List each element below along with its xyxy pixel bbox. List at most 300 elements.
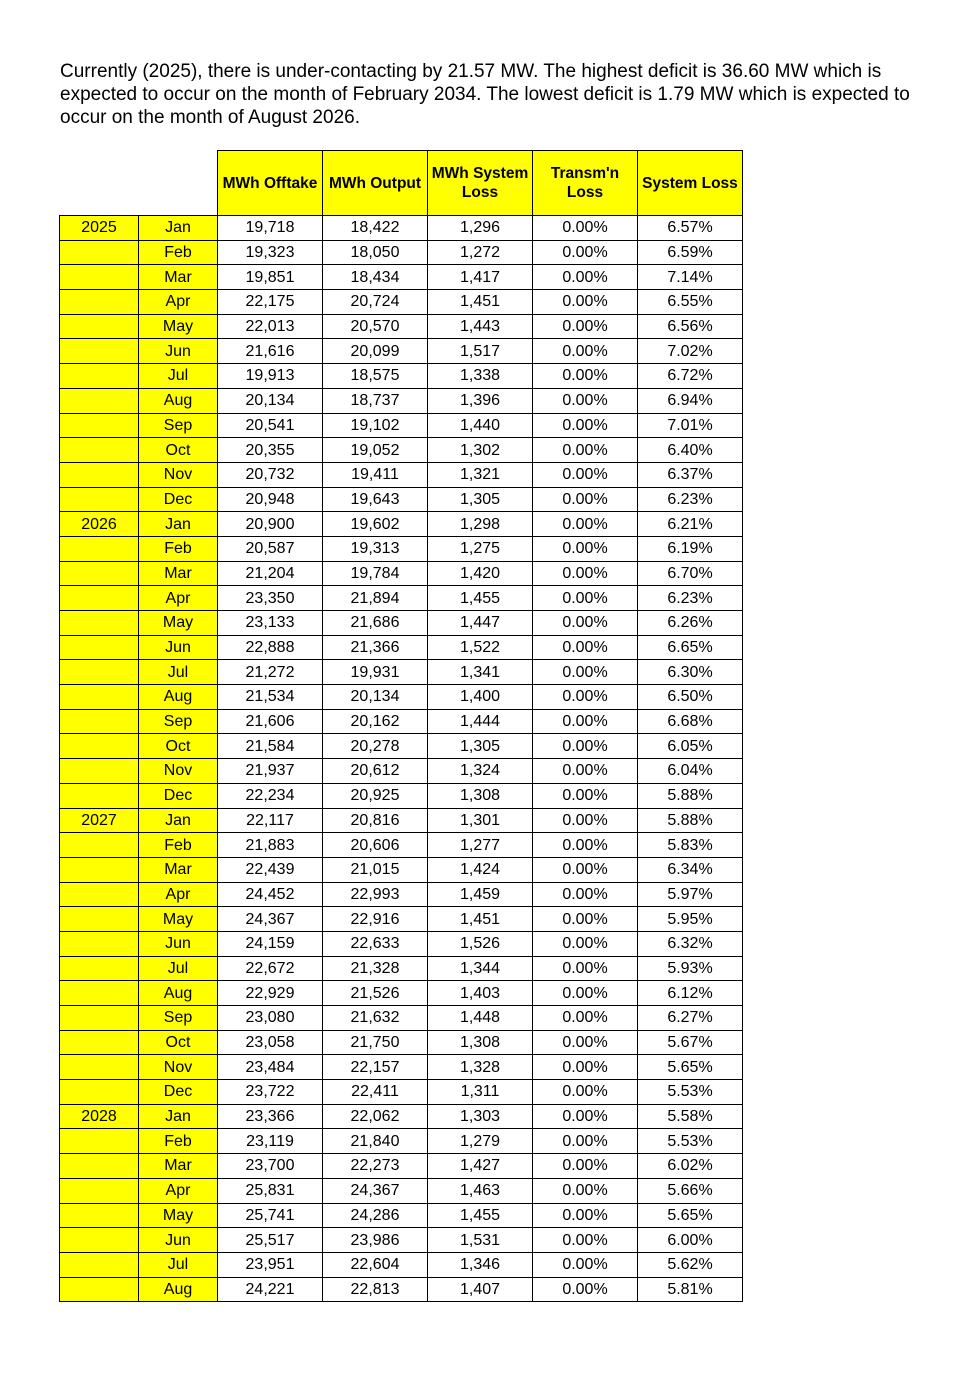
offtake-cell: 20,355 (218, 438, 323, 463)
month-cell: Jul (139, 956, 218, 981)
year-cell (60, 931, 139, 956)
table-row (60, 931, 743, 956)
table-row (60, 759, 743, 784)
year-cell (60, 1055, 139, 1080)
system-loss-pct-cell: 6.65% (638, 635, 743, 660)
year-cell (60, 635, 139, 660)
system-loss-mwh-cell: 1,301 (428, 808, 533, 833)
output-cell: 22,157 (323, 1055, 428, 1080)
table-row (60, 857, 743, 882)
transmission-loss-cell: 0.00% (533, 1228, 638, 1253)
month-cell: Dec (139, 1080, 218, 1105)
year-cell (60, 1030, 139, 1055)
table-row (60, 709, 743, 734)
system-loss-pct-cell: 6.12% (638, 981, 743, 1006)
offtake-cell: 22,234 (218, 783, 323, 808)
offtake-cell: 23,484 (218, 1055, 323, 1080)
month-cell: Mar (139, 1154, 218, 1179)
transmission-loss-cell: 0.00% (533, 462, 638, 487)
table-row (60, 1055, 743, 1080)
system-loss-mwh-cell: 1,296 (428, 216, 533, 241)
month-cell: Apr (139, 882, 218, 907)
month-cell: Mar (139, 857, 218, 882)
offtake-cell: 23,133 (218, 611, 323, 636)
system-loss-pct-cell: 6.40% (638, 438, 743, 463)
system-loss-mwh-cell: 1,417 (428, 265, 533, 290)
year-cell (60, 981, 139, 1006)
system-loss-mwh-cell: 1,400 (428, 685, 533, 710)
system-loss-pct-cell: 6.55% (638, 290, 743, 315)
month-cell: Feb (139, 240, 218, 265)
transmission-loss-cell: 0.00% (533, 438, 638, 463)
offtake-cell: 23,951 (218, 1252, 323, 1277)
output-cell: 20,612 (323, 759, 428, 784)
system-loss-pct-cell: 6.04% (638, 759, 743, 784)
table-row (60, 462, 743, 487)
year-cell (60, 1178, 139, 1203)
year-cell: 2027 (60, 808, 139, 833)
offtake-cell: 21,272 (218, 660, 323, 685)
system-loss-pct-cell: 5.66% (638, 1178, 743, 1203)
system-loss-pct-cell: 6.68% (638, 709, 743, 734)
offtake-cell: 23,700 (218, 1154, 323, 1179)
system-loss-pct-cell: 6.34% (638, 857, 743, 882)
table-row (60, 1203, 743, 1228)
table-row (60, 808, 743, 833)
table-row (60, 290, 743, 315)
system-loss-pct-cell: 6.70% (638, 561, 743, 586)
transmission-loss-cell: 0.00% (533, 314, 638, 339)
system-loss-pct-cell: 6.26% (638, 611, 743, 636)
month-cell: Apr (139, 290, 218, 315)
transmission-loss-cell: 0.00% (533, 1252, 638, 1277)
intro-paragraph: Currently (2025), there is under-contacting by 21.57 MW. The highest deficit is 36.60 MW which is expected to occur on the month of February 2034. The lowest deficit is 1.79 MW which is expected to occur on the month of August 2026. (60, 61, 910, 128)
table-row (60, 364, 743, 389)
month-cell: Nov (139, 1055, 218, 1080)
transmission-loss-cell: 0.00% (533, 413, 638, 438)
offtake-cell: 22,888 (218, 635, 323, 660)
output-cell: 21,632 (323, 1006, 428, 1031)
transmission-loss-cell: 0.00% (533, 339, 638, 364)
year-cell (60, 388, 139, 413)
month-cell: Jun (139, 635, 218, 660)
system-loss-mwh-cell: 1,455 (428, 1203, 533, 1228)
month-cell: Nov (139, 462, 218, 487)
transmission-loss-cell: 0.00% (533, 857, 638, 882)
output-cell: 19,784 (323, 561, 428, 586)
year-cell (60, 364, 139, 389)
output-cell: 19,052 (323, 438, 428, 463)
system-loss-mwh-cell: 1,324 (428, 759, 533, 784)
month-cell: Jan (139, 1104, 218, 1129)
system-loss-pct-cell: 7.01% (638, 413, 743, 438)
output-cell: 21,750 (323, 1030, 428, 1055)
year-cell (60, 759, 139, 784)
offtake-cell: 20,948 (218, 487, 323, 512)
system-loss-mwh-cell: 1,311 (428, 1080, 533, 1105)
transmission-loss-cell: 0.00% (533, 1203, 638, 1228)
transmission-loss-cell: 0.00% (533, 1104, 638, 1129)
offtake-cell: 20,541 (218, 413, 323, 438)
year-cell (60, 783, 139, 808)
system-loss-table (59, 150, 743, 1302)
month-cell: Sep (139, 1006, 218, 1031)
system-loss-mwh-cell: 1,277 (428, 833, 533, 858)
system-loss-mwh-cell: 1,275 (428, 536, 533, 561)
year-cell (60, 240, 139, 265)
year-cell (60, 956, 139, 981)
month-cell: Dec (139, 487, 218, 512)
year-cell (60, 462, 139, 487)
month-cell: Aug (139, 685, 218, 710)
table-row (60, 907, 743, 932)
offtake-cell: 22,117 (218, 808, 323, 833)
transmission-loss-cell: 0.00% (533, 512, 638, 537)
transmission-loss-cell: 0.00% (533, 685, 638, 710)
system-loss-pct-cell: 5.97% (638, 882, 743, 907)
transmission-loss-cell: 0.00% (533, 660, 638, 685)
year-cell (60, 1154, 139, 1179)
output-cell: 22,411 (323, 1080, 428, 1105)
system-loss-pct-cell: 6.57% (638, 216, 743, 241)
system-loss-mwh-cell: 1,341 (428, 660, 533, 685)
system-loss-pct-cell: 6.56% (638, 314, 743, 339)
month-cell: Feb (139, 536, 218, 561)
table-row (60, 339, 743, 364)
offtake-cell: 23,058 (218, 1030, 323, 1055)
offtake-cell: 19,718 (218, 216, 323, 241)
offtake-cell: 25,831 (218, 1178, 323, 1203)
table-row (60, 956, 743, 981)
offtake-cell: 22,929 (218, 981, 323, 1006)
year-cell (60, 438, 139, 463)
system-loss-mwh-cell: 1,463 (428, 1178, 533, 1203)
system-loss-pct-cell: 6.21% (638, 512, 743, 537)
offtake-cell: 22,013 (218, 314, 323, 339)
table-row (60, 611, 743, 636)
month-cell: Aug (139, 981, 218, 1006)
output-cell: 21,366 (323, 635, 428, 660)
year-cell (60, 1228, 139, 1253)
output-cell: 22,604 (323, 1252, 428, 1277)
output-cell: 22,813 (323, 1277, 428, 1302)
table-row (60, 512, 743, 537)
offtake-cell: 19,913 (218, 364, 323, 389)
transmission-loss-cell: 0.00% (533, 388, 638, 413)
transmission-loss-cell: 0.00% (533, 709, 638, 734)
header-blank-month (139, 151, 218, 216)
table-row (60, 1080, 743, 1105)
year-cell (60, 833, 139, 858)
table-row (60, 635, 743, 660)
transmission-loss-cell: 0.00% (533, 586, 638, 611)
year-cell: 2026 (60, 512, 139, 537)
year-cell (60, 290, 139, 315)
table-row (60, 1178, 743, 1203)
month-cell: Jun (139, 1228, 218, 1253)
year-cell (60, 611, 139, 636)
month-cell: Sep (139, 413, 218, 438)
offtake-cell: 24,221 (218, 1277, 323, 1302)
transmission-loss-cell: 0.00% (533, 981, 638, 1006)
system-loss-mwh-cell: 1,328 (428, 1055, 533, 1080)
system-loss-pct-cell: 5.81% (638, 1277, 743, 1302)
year-cell (60, 339, 139, 364)
output-cell: 21,894 (323, 586, 428, 611)
offtake-cell: 21,584 (218, 734, 323, 759)
system-loss-pct-cell: 5.88% (638, 783, 743, 808)
offtake-cell: 23,080 (218, 1006, 323, 1031)
table-row (60, 981, 743, 1006)
output-cell: 22,273 (323, 1154, 428, 1179)
month-cell: Oct (139, 734, 218, 759)
year-cell (60, 685, 139, 710)
offtake-cell: 25,741 (218, 1203, 323, 1228)
month-cell: Jun (139, 931, 218, 956)
offtake-cell: 22,439 (218, 857, 323, 882)
transmission-loss-cell: 0.00% (533, 290, 638, 315)
output-cell: 24,286 (323, 1203, 428, 1228)
year-cell (60, 314, 139, 339)
output-cell: 20,162 (323, 709, 428, 734)
system-loss-mwh-cell: 1,303 (428, 1104, 533, 1129)
offtake-cell: 24,452 (218, 882, 323, 907)
system-loss-pct-cell: 6.23% (638, 586, 743, 611)
system-loss-mwh-cell: 1,396 (428, 388, 533, 413)
offtake-cell: 22,672 (218, 956, 323, 981)
transmission-loss-cell: 0.00% (533, 1154, 638, 1179)
output-cell: 20,724 (323, 290, 428, 315)
table-row (60, 216, 743, 241)
table-header-row (60, 151, 743, 216)
transmission-loss-cell: 0.00% (533, 882, 638, 907)
output-cell: 21,686 (323, 611, 428, 636)
output-cell: 21,328 (323, 956, 428, 981)
header-system-loss-pct: System Loss (638, 151, 743, 216)
month-cell: Feb (139, 833, 218, 858)
table-row (60, 1129, 743, 1154)
year-cell (60, 709, 139, 734)
system-loss-mwh-cell: 1,443 (428, 314, 533, 339)
system-loss-pct-cell: 6.94% (638, 388, 743, 413)
system-loss-mwh-cell: 1,459 (428, 882, 533, 907)
output-cell: 20,278 (323, 734, 428, 759)
table-row (60, 660, 743, 685)
year-cell (60, 265, 139, 290)
output-cell: 18,050 (323, 240, 428, 265)
output-cell: 22,062 (323, 1104, 428, 1129)
system-loss-pct-cell: 6.02% (638, 1154, 743, 1179)
year-cell (60, 1006, 139, 1031)
offtake-cell: 21,883 (218, 833, 323, 858)
table-row (60, 1006, 743, 1031)
header-mwh-system-loss: MWh System Loss (428, 151, 533, 216)
table-row (60, 413, 743, 438)
month-cell: Feb (139, 1129, 218, 1154)
month-cell: May (139, 1203, 218, 1228)
offtake-cell: 20,134 (218, 388, 323, 413)
system-loss-mwh-cell: 1,522 (428, 635, 533, 660)
table-row (60, 1252, 743, 1277)
year-cell (60, 1129, 139, 1154)
month-cell: Dec (139, 783, 218, 808)
year-cell (60, 857, 139, 882)
table-row (60, 438, 743, 463)
system-loss-pct-cell: 5.62% (638, 1252, 743, 1277)
system-loss-pct-cell: 5.65% (638, 1203, 743, 1228)
table-row (60, 314, 743, 339)
offtake-cell: 21,204 (218, 561, 323, 586)
month-cell: May (139, 314, 218, 339)
transmission-loss-cell: 0.00% (533, 1178, 638, 1203)
system-loss-mwh-cell: 1,305 (428, 487, 533, 512)
system-loss-mwh-cell: 1,272 (428, 240, 533, 265)
transmission-loss-cell: 0.00% (533, 1129, 638, 1154)
table-row (60, 388, 743, 413)
system-loss-pct-cell: 5.83% (638, 833, 743, 858)
transmission-loss-cell: 0.00% (533, 956, 638, 981)
offtake-cell: 22,175 (218, 290, 323, 315)
system-loss-mwh-cell: 1,424 (428, 857, 533, 882)
year-cell (60, 734, 139, 759)
month-cell: Aug (139, 388, 218, 413)
output-cell: 19,931 (323, 660, 428, 685)
output-cell: 20,925 (323, 783, 428, 808)
output-cell: 20,099 (323, 339, 428, 364)
offtake-cell: 21,616 (218, 339, 323, 364)
output-cell: 22,993 (323, 882, 428, 907)
offtake-cell: 21,606 (218, 709, 323, 734)
month-cell: Jul (139, 1252, 218, 1277)
system-loss-mwh-cell: 1,308 (428, 783, 533, 808)
transmission-loss-cell: 0.00% (533, 833, 638, 858)
table-row (60, 734, 743, 759)
transmission-loss-cell: 0.00% (533, 364, 638, 389)
transmission-loss-cell: 0.00% (533, 808, 638, 833)
system-loss-mwh-cell: 1,427 (428, 1154, 533, 1179)
table-row (60, 240, 743, 265)
offtake-cell: 21,937 (218, 759, 323, 784)
system-loss-pct-cell: 6.27% (638, 1006, 743, 1031)
system-loss-pct-cell: 7.14% (638, 265, 743, 290)
transmission-loss-cell: 0.00% (533, 240, 638, 265)
system-loss-pct-cell: 6.23% (638, 487, 743, 512)
system-loss-pct-cell: 6.05% (638, 734, 743, 759)
offtake-cell: 24,367 (218, 907, 323, 932)
system-loss-mwh-cell: 1,403 (428, 981, 533, 1006)
month-cell: Apr (139, 1178, 218, 1203)
system-loss-mwh-cell: 1,455 (428, 586, 533, 611)
table-row (60, 487, 743, 512)
header-blank-year (60, 151, 139, 216)
year-cell (60, 1203, 139, 1228)
output-cell: 20,816 (323, 808, 428, 833)
year-cell (60, 882, 139, 907)
offtake-cell: 21,534 (218, 685, 323, 710)
table-row (60, 783, 743, 808)
output-cell: 21,840 (323, 1129, 428, 1154)
system-loss-mwh-cell: 1,321 (428, 462, 533, 487)
header-mwh-output: MWh Output (323, 151, 428, 216)
table-row (60, 1104, 743, 1129)
system-loss-mwh-cell: 1,451 (428, 907, 533, 932)
table-row (60, 833, 743, 858)
system-loss-mwh-cell: 1,531 (428, 1228, 533, 1253)
year-cell (60, 561, 139, 586)
output-cell: 18,575 (323, 364, 428, 389)
month-cell: Mar (139, 561, 218, 586)
transmission-loss-cell: 0.00% (533, 265, 638, 290)
system-loss-mwh-cell: 1,420 (428, 561, 533, 586)
offtake-cell: 20,587 (218, 536, 323, 561)
year-cell (60, 536, 139, 561)
year-cell (60, 1252, 139, 1277)
system-loss-pct-cell: 5.95% (638, 907, 743, 932)
system-loss-mwh-cell: 1,346 (428, 1252, 533, 1277)
output-cell: 19,102 (323, 413, 428, 438)
system-loss-pct-cell: 5.53% (638, 1080, 743, 1105)
system-loss-pct-cell: 7.02% (638, 339, 743, 364)
table-row (60, 882, 743, 907)
year-cell (60, 487, 139, 512)
system-loss-mwh-cell: 1,302 (428, 438, 533, 463)
transmission-loss-cell: 0.00% (533, 907, 638, 932)
offtake-cell: 24,159 (218, 931, 323, 956)
offtake-cell: 20,900 (218, 512, 323, 537)
year-cell (60, 586, 139, 611)
output-cell: 19,643 (323, 487, 428, 512)
year-cell (60, 413, 139, 438)
system-loss-mwh-cell: 1,279 (428, 1129, 533, 1154)
offtake-cell: 23,350 (218, 586, 323, 611)
system-loss-mwh-cell: 1,526 (428, 931, 533, 956)
output-cell: 19,602 (323, 512, 428, 537)
system-loss-pct-cell: 5.67% (638, 1030, 743, 1055)
system-loss-pct-cell: 6.19% (638, 536, 743, 561)
system-loss-pct-cell: 6.37% (638, 462, 743, 487)
system-loss-pct-cell: 6.32% (638, 931, 743, 956)
month-cell: May (139, 611, 218, 636)
system-loss-pct-cell: 6.59% (638, 240, 743, 265)
output-cell: 19,411 (323, 462, 428, 487)
system-loss-mwh-cell: 1,308 (428, 1030, 533, 1055)
system-loss-mwh-cell: 1,447 (428, 611, 533, 636)
transmission-loss-cell: 0.00% (533, 1080, 638, 1105)
year-cell: 2028 (60, 1104, 139, 1129)
output-cell: 20,606 (323, 833, 428, 858)
system-loss-pct-cell: 5.65% (638, 1055, 743, 1080)
transmission-loss-cell: 0.00% (533, 536, 638, 561)
offtake-cell: 19,323 (218, 240, 323, 265)
month-cell: Sep (139, 709, 218, 734)
system-loss-mwh-cell: 1,344 (428, 956, 533, 981)
transmission-loss-cell: 0.00% (533, 759, 638, 784)
month-cell: Jun (139, 339, 218, 364)
transmission-loss-cell: 0.00% (533, 487, 638, 512)
output-cell: 20,570 (323, 314, 428, 339)
month-cell: May (139, 907, 218, 932)
system-loss-mwh-cell: 1,448 (428, 1006, 533, 1031)
month-cell: Oct (139, 1030, 218, 1055)
system-loss-pct-cell: 6.50% (638, 685, 743, 710)
table-row (60, 1228, 743, 1253)
year-cell (60, 1277, 139, 1302)
month-cell: Mar (139, 265, 218, 290)
offtake-cell: 25,517 (218, 1228, 323, 1253)
year-cell (60, 660, 139, 685)
output-cell: 21,526 (323, 981, 428, 1006)
output-cell: 18,422 (323, 216, 428, 241)
